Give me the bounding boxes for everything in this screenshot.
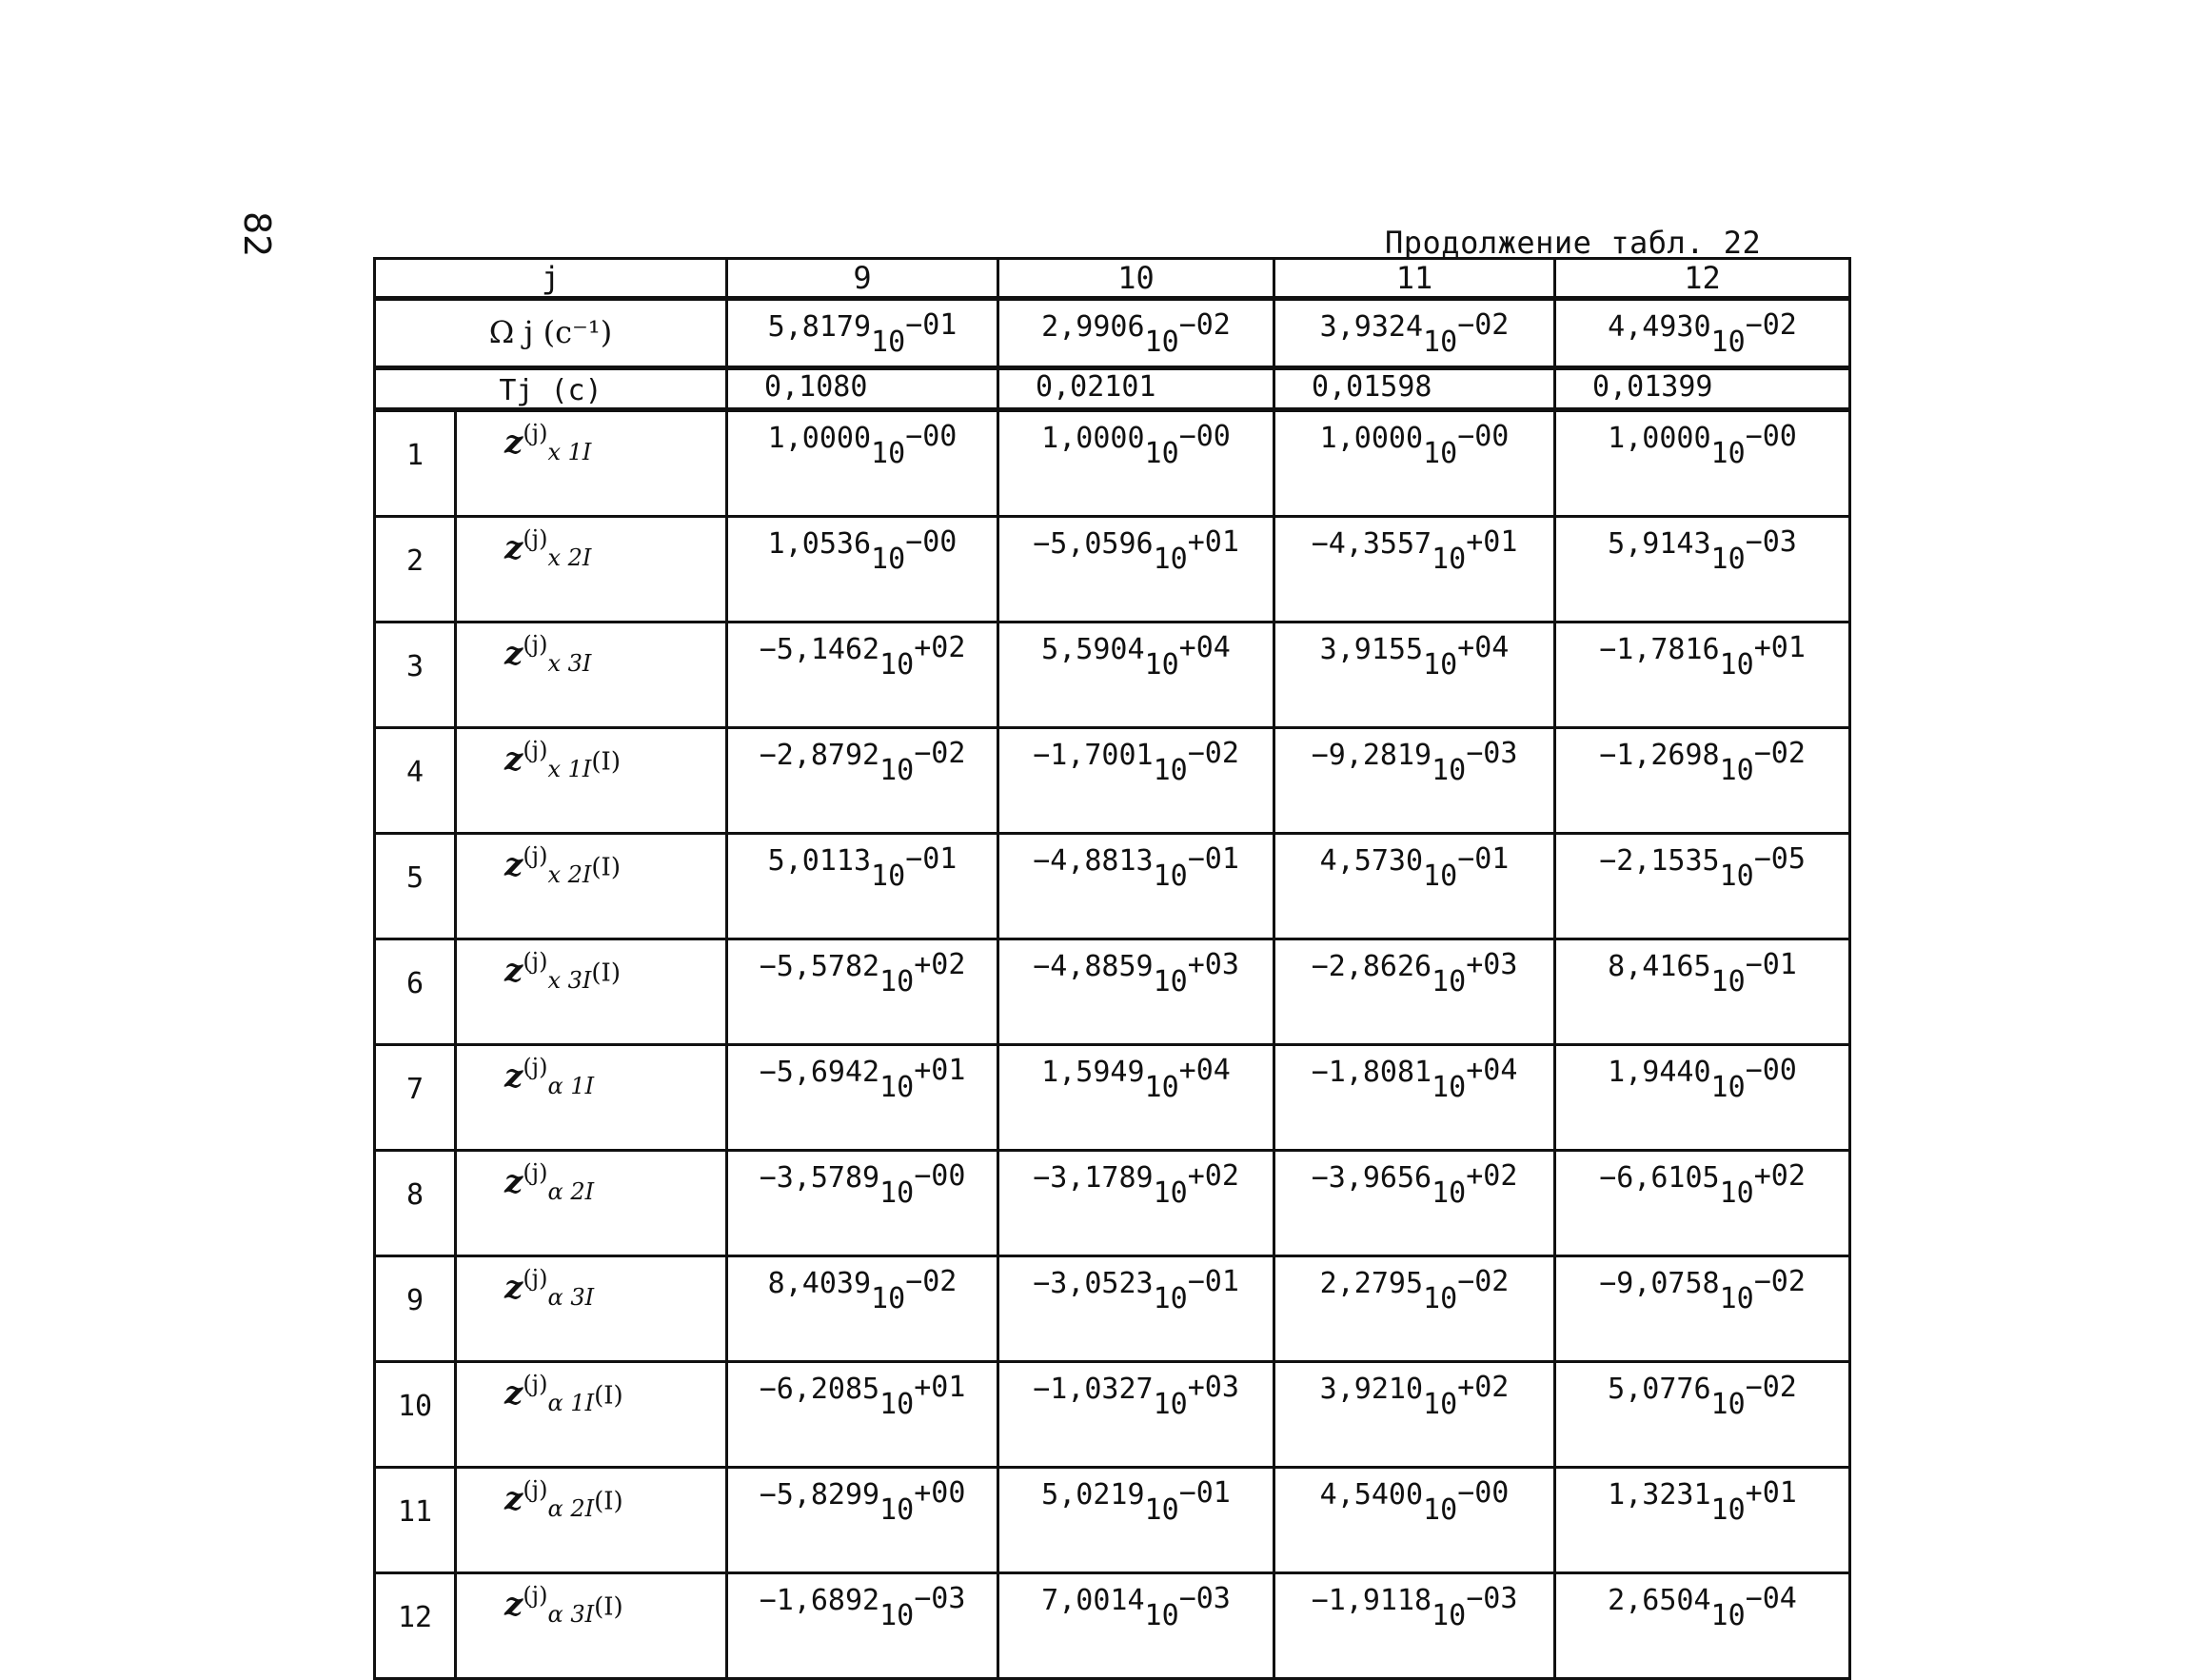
cell-value: 8,416510−01 xyxy=(1555,939,1850,1045)
omega-row xyxy=(375,299,1850,368)
coefficient-symbol: $z^{(j)}_{\alpha 2I}$ xyxy=(456,1151,727,1256)
coefficient-symbol: $z^{(j)}_{x 3I}$ xyxy=(456,623,727,728)
coefficient-symbol: $z^{(j)}_{\alpha 2I}(I)$ xyxy=(456,1468,727,1573)
coefficient-symbol: $z^{(j)}_{x 2I}(I)$ xyxy=(456,834,727,939)
cell-value: 1,053610−00 xyxy=(727,517,998,623)
cell-value: 1,000010−00 xyxy=(1274,410,1555,517)
cell-value: 4,540010−00 xyxy=(1274,1468,1555,1573)
table-row xyxy=(375,1362,1850,1468)
cell-value: −3,052310−01 xyxy=(998,1256,1274,1362)
coefficient-symbol: $z^{(j)}_{x 3I}(I)$ xyxy=(456,939,727,1045)
cell-value: 1,944010−00 xyxy=(1555,1045,1850,1151)
cell-value: −3,965610+02 xyxy=(1274,1151,1555,1256)
row-index: 9 xyxy=(375,1256,456,1362)
cell-value: −9,075810−02 xyxy=(1555,1256,1850,1362)
tj-value: 0,1080 xyxy=(727,368,998,410)
cell-value: −1,032710+03 xyxy=(998,1362,1274,1468)
data-table xyxy=(373,257,1851,1680)
coefficient-symbol: $z^{(j)}_{x 1I}$ xyxy=(456,410,727,517)
col-header-9: 9 xyxy=(727,259,998,299)
coefficient-symbol: $z^{(j)}_{\alpha 3I}(I)$ xyxy=(456,1573,727,1679)
cell-value: −1,911810−03 xyxy=(1274,1573,1555,1679)
cell-value: −1,781610+01 xyxy=(1555,623,1850,728)
cell-value: 5,021910−01 xyxy=(998,1468,1274,1573)
cell-value: −1,269810−02 xyxy=(1555,728,1850,834)
cell-value: 1,323110+01 xyxy=(1555,1468,1850,1573)
row-index: 6 xyxy=(375,939,456,1045)
cell-value: −2,879210−02 xyxy=(727,728,998,834)
cell-value: −5,694210+01 xyxy=(727,1045,998,1151)
cell-value: 1,000010−00 xyxy=(727,410,998,517)
cell-value: 5,590410+04 xyxy=(998,623,1274,728)
omega-value: 2,990610−02 xyxy=(998,299,1274,368)
cell-value: −4,885910+03 xyxy=(998,939,1274,1045)
cell-value: −6,208510+01 xyxy=(727,1362,998,1468)
omega-value: 4,493010−02 xyxy=(1555,299,1850,368)
cell-value: 5,077610−02 xyxy=(1555,1362,1850,1468)
cell-value: 8,403910−02 xyxy=(727,1256,998,1362)
table-row xyxy=(375,410,1850,517)
omega-label: Ω j (c⁻¹) xyxy=(375,299,727,368)
cell-value: −9,281910−03 xyxy=(1274,728,1555,834)
cell-value: −2,153510−05 xyxy=(1555,834,1850,939)
coefficient-symbol: $z^{(j)}_{x 1I}(I)$ xyxy=(456,728,727,834)
table-row xyxy=(375,728,1850,834)
table-row xyxy=(375,1045,1850,1151)
cell-value: −3,578910−00 xyxy=(727,1151,998,1256)
cell-value: −3,178910+02 xyxy=(998,1151,1274,1256)
j-header: j xyxy=(375,259,727,299)
table-row xyxy=(375,517,1850,623)
cell-value: −4,355710+01 xyxy=(1274,517,1555,623)
table-row xyxy=(375,834,1850,939)
header-row xyxy=(375,259,1850,299)
page-number: 82 xyxy=(236,211,278,258)
cell-value: 4,573010−01 xyxy=(1274,834,1555,939)
cell-value: 2,650410−04 xyxy=(1555,1573,1850,1679)
row-index: 3 xyxy=(375,623,456,728)
table-row xyxy=(375,1573,1850,1679)
table-row xyxy=(375,1468,1850,1573)
row-index: 1 xyxy=(375,410,456,517)
table-caption: Продолжение табл. 22 xyxy=(1385,225,1762,261)
coefficient-symbol: $z^{(j)}_{\alpha 1I}$ xyxy=(456,1045,727,1151)
cell-value: 2,279510−02 xyxy=(1274,1256,1555,1362)
omega-value: 5,817910−01 xyxy=(727,299,998,368)
row-index: 10 xyxy=(375,1362,456,1468)
cell-value: 7,001410−03 xyxy=(998,1573,1274,1679)
row-index: 2 xyxy=(375,517,456,623)
omega-value: 3,932410−02 xyxy=(1274,299,1555,368)
cell-value: −2,862610+03 xyxy=(1274,939,1555,1045)
tj-value: 0,02101 xyxy=(998,368,1274,410)
tj-value: 0,01399 xyxy=(1555,368,1850,410)
row-index: 12 xyxy=(375,1573,456,1679)
cell-value: −6,610510+02 xyxy=(1555,1151,1850,1256)
cell-value: −5,578210+02 xyxy=(727,939,998,1045)
row-index: 7 xyxy=(375,1045,456,1151)
tj-row xyxy=(375,368,1850,410)
coefficient-symbol: $z^{(j)}_{\alpha 1I}(I)$ xyxy=(456,1362,727,1468)
row-index: 11 xyxy=(375,1468,456,1573)
coefficient-symbol: $z^{(j)}_{x 2I}$ xyxy=(456,517,727,623)
row-index: 4 xyxy=(375,728,456,834)
tj-label: Tj (c) xyxy=(375,368,727,410)
cell-value: 1,000010−00 xyxy=(1555,410,1850,517)
tj-value: 0,01598 xyxy=(1274,368,1555,410)
cell-value: −4,881310−01 xyxy=(998,834,1274,939)
col-header-10: 10 xyxy=(998,259,1274,299)
cell-value: 5,914310−03 xyxy=(1555,517,1850,623)
cell-value: 3,921010+02 xyxy=(1274,1362,1555,1468)
cell-value: 5,011310−01 xyxy=(727,834,998,939)
cell-value: 1,000010−00 xyxy=(998,410,1274,517)
cell-value: 3,915510+04 xyxy=(1274,623,1555,728)
col-header-11: 11 xyxy=(1274,259,1555,299)
table-row xyxy=(375,1256,1850,1362)
cell-value: −5,059610+01 xyxy=(998,517,1274,623)
cell-value: −1,808110+04 xyxy=(1274,1045,1555,1151)
cell-value: −5,829910+00 xyxy=(727,1468,998,1573)
coefficient-symbol: $z^{(j)}_{\alpha 3I}$ xyxy=(456,1256,727,1362)
table-row xyxy=(375,939,1850,1045)
row-index: 5 xyxy=(375,834,456,939)
table-row xyxy=(375,1151,1850,1256)
cell-value: −1,700110−02 xyxy=(998,728,1274,834)
col-header-12: 12 xyxy=(1555,259,1850,299)
cell-value: −1,689210−03 xyxy=(727,1573,998,1679)
cell-value: −5,146210+02 xyxy=(727,623,998,728)
cell-value: 1,594910+04 xyxy=(998,1045,1274,1151)
row-index: 8 xyxy=(375,1151,456,1256)
table-row xyxy=(375,623,1850,728)
